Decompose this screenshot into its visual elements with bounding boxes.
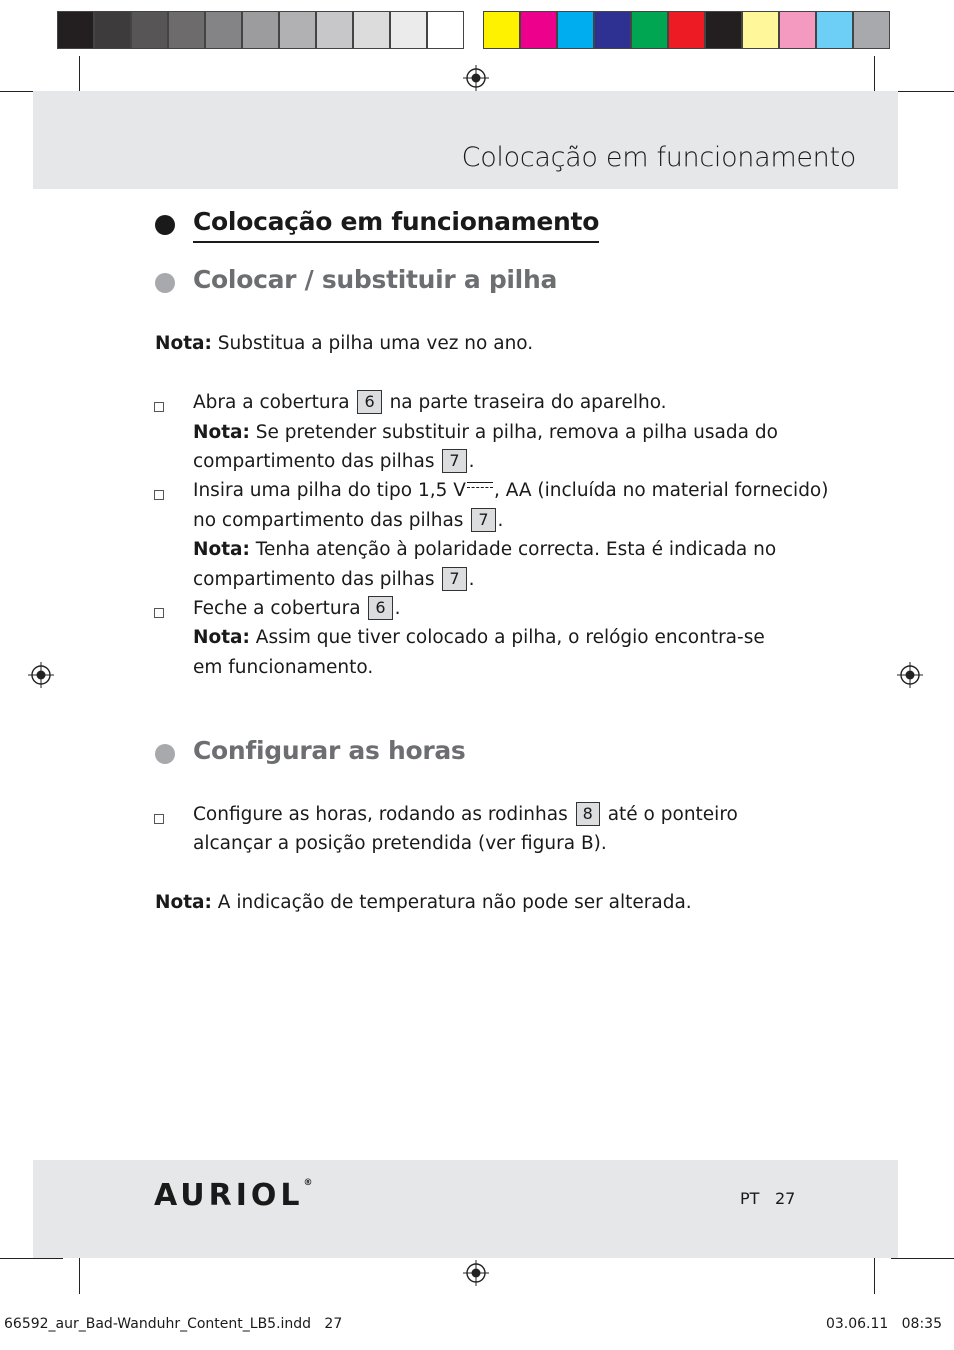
color-swatch <box>816 11 853 49</box>
note-label: Nota: <box>155 892 212 913</box>
process-color-bar <box>483 11 890 49</box>
step-text: compartimento das pilhas <box>193 569 435 590</box>
section-title-underline <box>193 241 599 243</box>
color-swatch <box>557 11 594 49</box>
color-swatch <box>168 11 205 49</box>
language-code: PT <box>740 1189 760 1208</box>
registration-mark-icon <box>463 1260 489 1286</box>
registration-mark-icon <box>897 662 923 688</box>
registration-mark-icon <box>28 662 54 688</box>
color-swatch <box>705 11 742 49</box>
header-band <box>33 91 898 189</box>
note-text: A indicação de temperatura não pode ser alterada. <box>211 892 692 913</box>
crop-mark <box>891 91 954 92</box>
step-text-line: alcançar a posição pretendida (ver figura B). <box>193 833 607 854</box>
dc-symbol-icon <box>466 480 494 492</box>
step-text: . <box>468 451 475 472</box>
file-slug: 66592_aur_Bad-Wanduhr_Content_LB5.indd 27 <box>4 1316 343 1332</box>
color-swatch <box>520 11 557 49</box>
step-text: na parte traseira do aparelho. <box>389 392 667 413</box>
logo-registered-mark: ® <box>303 1178 313 1188</box>
note-label: Nota: <box>193 539 250 560</box>
crop-mark <box>0 1258 63 1259</box>
note-replace-battery <box>193 418 778 447</box>
step-checkbox-icon <box>154 814 164 824</box>
color-swatch <box>316 11 353 49</box>
step-checkbox-icon <box>154 490 164 500</box>
note-temperature <box>155 888 692 917</box>
step-text: . <box>468 569 475 590</box>
note-text: Tenha atenção à polaridade correcta. Esta é indicada no <box>249 539 777 560</box>
note-battery-yearly <box>155 329 533 358</box>
gray-color-bar <box>57 11 464 49</box>
color-swatch <box>94 11 131 49</box>
color-swatch <box>631 11 668 49</box>
color-swatch <box>779 11 816 49</box>
step-set-time <box>193 800 738 829</box>
step-text: até o ponteiro <box>607 804 738 825</box>
note-label: Nota: <box>193 422 250 443</box>
color-swatch <box>131 11 168 49</box>
part-reference: 8 <box>576 802 600 826</box>
step-text-line: em funcionamento. <box>193 657 374 678</box>
step-text-line <box>193 565 474 594</box>
color-swatch <box>853 11 890 49</box>
logo-text: AURIOL <box>154 1178 304 1213</box>
color-swatch <box>668 11 705 49</box>
step-close-cover <box>193 594 401 623</box>
crop-mark <box>79 1252 80 1294</box>
step-text-line <box>193 506 503 535</box>
section-title-time: Configurar as horas <box>193 736 466 765</box>
step-text-line <box>193 447 474 476</box>
brand-logo <box>154 1178 313 1213</box>
date-slug: 03.06.11 08:35 <box>825 1316 942 1332</box>
color-swatch <box>353 11 390 49</box>
step-text: Feche a cobertura <box>193 598 361 619</box>
note-text: Assim que tiver colocado a pilha, o relógio encontra-se <box>249 627 765 648</box>
step-text: compartimento das pilhas <box>193 451 435 472</box>
registration-mark-icon <box>463 65 489 91</box>
part-reference: 7 <box>442 449 466 473</box>
part-reference: 7 <box>442 567 466 591</box>
note-text: Substitua a pilha uma vez no ano. <box>211 333 534 354</box>
step-text: , AA (incluída no material fornecido) <box>493 480 829 501</box>
step-text: Configure as horas, rodando as rodinhas <box>193 804 568 825</box>
note-polarity <box>193 535 776 564</box>
color-swatch <box>742 11 779 49</box>
step-insert-battery <box>193 476 828 505</box>
note-clock-running <box>193 623 765 652</box>
crop-mark <box>891 1258 954 1259</box>
color-swatch <box>594 11 631 49</box>
step-text: . <box>394 598 401 619</box>
note-label: Nota: <box>155 333 212 354</box>
section-bullet-icon <box>155 215 175 235</box>
part-reference: 6 <box>368 596 392 620</box>
page-title: Colocação em funcionamento <box>461 142 856 173</box>
color-swatch <box>390 11 427 49</box>
color-swatch <box>242 11 279 49</box>
step-open-cover <box>193 388 667 417</box>
section-title-battery: Colocar / substituir a pilha <box>193 265 558 294</box>
part-reference: 7 <box>471 508 495 532</box>
page-number: 27 <box>775 1189 796 1208</box>
section-bullet-icon <box>155 273 175 293</box>
section-title-setup: Colocação em funcionamento <box>193 207 600 236</box>
color-swatch <box>427 11 464 49</box>
step-text: no compartimento das pilhas <box>193 510 464 531</box>
crop-mark <box>874 1252 875 1294</box>
section-bullet-icon <box>155 744 175 764</box>
part-reference: 6 <box>357 390 381 414</box>
step-text: . <box>497 510 504 531</box>
step-checkbox-icon <box>154 402 164 412</box>
step-text: Insira uma pilha do tipo 1,5 V <box>193 480 466 501</box>
note-label: Nota: <box>193 627 250 648</box>
color-swatch <box>205 11 242 49</box>
color-swatch <box>483 11 520 49</box>
step-checkbox-icon <box>154 608 164 618</box>
note-text: Se pretender substituir a pilha, remova a pilha usada do <box>249 422 778 443</box>
color-swatch <box>279 11 316 49</box>
step-text: Abra a cobertura <box>193 392 350 413</box>
color-swatch <box>57 11 94 49</box>
